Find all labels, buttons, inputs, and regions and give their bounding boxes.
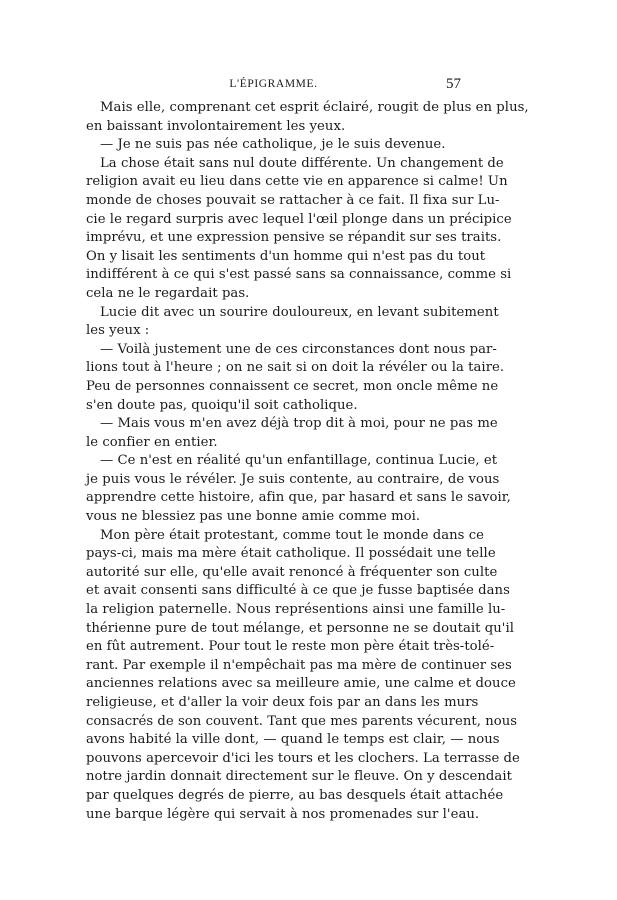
text-line: — Mais vous m'en avez déjà trop dit à moi, pour ne pas me (100, 416, 498, 432)
text-line: La chose était sans nul doute différente. Un changement de (100, 155, 504, 171)
text-line: pouvons apercevoir d'ici les tours et les clochers. La terrasse de (86, 750, 520, 766)
text-line: une barque légère qui servait à nos promenades sur l'eau. (86, 806, 480, 822)
running-head (86, 74, 461, 94)
text-line: Peu de personnes connaissent ce secret, mon oncle même ne (86, 378, 499, 394)
text-line: Mais elle, comprenant cet esprit éclairé, rougit de plus en plus, (100, 100, 529, 115)
text-line: par quelques degrés de pierre, au bas desquels était attachée (86, 787, 504, 803)
text-line: religieuse, et d'aller la voir deux fois par an dans les murs (86, 695, 479, 710)
text-line: vous ne blessiez pas une bonne amie comme moi. (86, 509, 421, 525)
text-line: — Je ne suis pas née catholique, je le suis devenue. (100, 137, 446, 153)
text-line: cela ne le regardait pas. (86, 285, 250, 301)
text-line: Lucie dit avec un sourire douloureux, en levant subitement (100, 304, 499, 320)
text-line: s'en doute pas, quoiqu'il soit catholique. (86, 397, 358, 413)
text-line: Mon père était protestant, comme tout le monde dans ce (100, 527, 485, 543)
text-line: rant. Par exemple il n'empêchait pas ma mère de continuer ses (86, 657, 512, 673)
text-line: lions tout à l'heure ; on ne sait si on doit la révéler ou la taire. (86, 360, 505, 376)
text-line: pays-ci, mais ma mère était catholique. Il possédait une telle (86, 546, 496, 562)
text-line: apprendre cette histoire, afin que, par hasard et sans le savoir, (86, 490, 511, 506)
text-line: monde de choses pouvait se rattacher à ce fait. Il fixa sur Lu- (86, 192, 500, 208)
text-line: indifférent à ce qui s'est passé sans sa connaissance, comme si (86, 267, 512, 283)
text-line: en fût autrement. Pour tout le reste mon père était très-tolé- (86, 639, 495, 655)
text-line: le confier en entier. (86, 434, 218, 450)
text-line: en baissant involontairement les yeux. (86, 118, 346, 134)
text-line: et avait consenti sans difficulté à ce que je fusse baptisée dans (86, 583, 510, 599)
text-line: imprévu, et une expression pensive se répandit sur ses traits. (86, 230, 502, 246)
text-line: avons habité la ville dont, — quand le temps est clair, — nous (86, 732, 500, 748)
text-line: consacrés de son couvent. Tant que mes parents vécurent, nous (86, 713, 518, 729)
text-line: notre jardin donnait directement sur le fleuve. On y descendait (86, 769, 512, 785)
page-number: 57 (446, 76, 461, 92)
text-line: religion avait eu lieu dans cette vie en apparence si calme! Un (86, 174, 508, 190)
text-line: je puis vous le révéler. Je suis contente, au contraire, de vous (86, 471, 500, 487)
body-text (86, 99, 529, 824)
text-line: — Voilà justement une de ces circonstances dont nous par- (100, 341, 497, 357)
text-line: anciennes relations avec sa meilleure amie, une calme et douce (86, 676, 516, 692)
text-line: On y lisait les sentiments d'un homme qui n'est pas du tout (86, 248, 486, 264)
text-line: — Ce n'est en réalité qu'un enfantillage, continua Lucie, et (100, 453, 498, 469)
running-title: L'ÉPIGRAMME. (229, 78, 318, 90)
text-line: les yeux : (86, 323, 150, 339)
text-line: autorité sur elle, qu'elle avait renoncé à fréquenter son culte (86, 564, 498, 580)
text-line: cie le regard surpris avec lequel l'œil plonge dans un précipice (86, 211, 512, 227)
text-line: la religion paternelle. Nous représentions ainsi une famille lu- (86, 602, 506, 618)
text-line: thérienne pure de tout mélange, et personne ne se doutait qu'il (86, 620, 514, 636)
